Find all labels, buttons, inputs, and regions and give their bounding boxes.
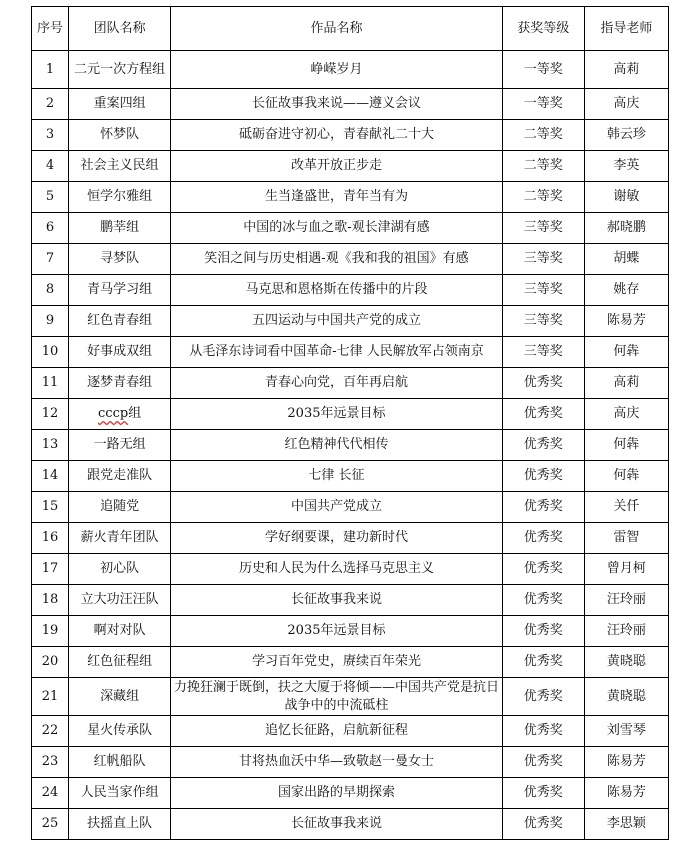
cell-team: 初心队 <box>69 554 171 585</box>
header-team: 团队名称 <box>69 7 171 51</box>
table-row <box>32 368 669 399</box>
cell-level: 二等奖 <box>502 151 584 182</box>
cell-teacher: 谢敏 <box>584 182 668 213</box>
table-row <box>32 399 669 430</box>
cell-teacher: 何犇 <box>584 337 668 368</box>
table-row <box>32 492 669 523</box>
cell-work: 追忆长征路，启航新征程 <box>171 716 503 747</box>
cell-no: 8 <box>32 275 69 306</box>
cell-no: 21 <box>32 678 69 716</box>
cell-no: 20 <box>32 647 69 678</box>
cell-teacher: 陈易芳 <box>584 747 668 778</box>
cell-no: 4 <box>32 151 69 182</box>
cell-work: 中国的冰与血之歌-观长津湖有感 <box>171 213 503 244</box>
header-row <box>32 7 669 51</box>
table-row <box>32 244 669 275</box>
cell-teacher: 陈易芳 <box>584 306 668 337</box>
cell-team: 啊对对队 <box>69 616 171 647</box>
cell-level: 三等奖 <box>502 213 584 244</box>
cell-team: 怀梦队 <box>69 120 171 151</box>
cell-teacher: 李英 <box>584 151 668 182</box>
cell-team: 逐梦青春组 <box>69 368 171 399</box>
cell-level: 优秀奖 <box>502 678 584 716</box>
cell-no: 18 <box>32 585 69 616</box>
cell-teacher: 韩云珍 <box>584 120 668 151</box>
cell-no: 17 <box>32 554 69 585</box>
cell-work: 长征故事我来说 <box>171 585 503 616</box>
cell-work: 学好纲要课，建功新时代 <box>171 523 503 554</box>
cell-level: 一等奖 <box>502 89 584 120</box>
awards-table <box>31 6 669 840</box>
cell-level: 优秀奖 <box>502 368 584 399</box>
cell-work: 马克思和恩格斯在传播中的片段 <box>171 275 503 306</box>
cell-level: 优秀奖 <box>502 716 584 747</box>
cell-teacher: 郝晓鹏 <box>584 213 668 244</box>
cell-teacher: 何犇 <box>584 461 668 492</box>
cell-no: 14 <box>32 461 69 492</box>
cell-no: 15 <box>32 492 69 523</box>
cell-team: 薪火青年团队 <box>69 523 171 554</box>
table-row <box>32 151 669 182</box>
table-row <box>32 554 669 585</box>
header-level: 获奖等级 <box>502 7 584 51</box>
cell-teacher: 刘雪琴 <box>584 716 668 747</box>
cell-team: 重案四组 <box>69 89 171 120</box>
cell-teacher: 何犇 <box>584 430 668 461</box>
cell-level: 优秀奖 <box>502 554 584 585</box>
cell-work: 青春心向党，百年再启航 <box>171 368 503 399</box>
cell-teacher: 曾月柯 <box>584 554 668 585</box>
table-row <box>32 275 669 306</box>
cell-no: 9 <box>32 306 69 337</box>
cell-team: 追随党 <box>69 492 171 523</box>
cell-team: cccp组 <box>69 399 171 430</box>
cell-no: 7 <box>32 244 69 275</box>
cell-teacher: 高莉 <box>584 368 668 399</box>
cell-team: 社会主义民组 <box>69 151 171 182</box>
cell-work: 改革开放正步走 <box>171 151 503 182</box>
cell-work: 中国共产党成立 <box>171 492 503 523</box>
cell-team: 深藏组 <box>69 678 171 716</box>
cell-no: 22 <box>32 716 69 747</box>
cell-work: 生当逢盛世，青年当有为 <box>171 182 503 213</box>
cell-no: 24 <box>32 778 69 809</box>
cell-work: 历史和人民为什么选择马克思主义 <box>171 554 503 585</box>
cell-teacher: 汪玲丽 <box>584 585 668 616</box>
table-row <box>32 747 669 778</box>
cell-team: 星火传承队 <box>69 716 171 747</box>
cell-level: 优秀奖 <box>502 778 584 809</box>
cell-work: 峥嵘岁月 <box>171 51 503 89</box>
cell-no: 10 <box>32 337 69 368</box>
table-row <box>32 678 669 716</box>
cell-team: 二元一次方程组 <box>69 51 171 89</box>
cell-teacher: 陈易芳 <box>584 778 668 809</box>
cell-teacher: 高庆 <box>584 89 668 120</box>
cell-level: 二等奖 <box>502 120 584 151</box>
cell-work: 七律 长征 <box>171 461 503 492</box>
cell-teacher: 高庆 <box>584 399 668 430</box>
cell-team: 鹏莘组 <box>69 213 171 244</box>
cell-team: 红色青春组 <box>69 306 171 337</box>
table-row <box>32 523 669 554</box>
cell-team: 寻梦队 <box>69 244 171 275</box>
cell-work: 从毛泽东诗词看中国革命-七律 人民解放军占领南京 <box>171 337 503 368</box>
cell-no: 19 <box>32 616 69 647</box>
cell-no: 16 <box>32 523 69 554</box>
cell-team: 人民当家作组 <box>69 778 171 809</box>
cell-level: 优秀奖 <box>502 809 584 840</box>
cell-team: 恒学尔雅组 <box>69 182 171 213</box>
header-no: 序号 <box>32 7 69 51</box>
cell-level: 优秀奖 <box>502 461 584 492</box>
cell-teacher: 姚存 <box>584 275 668 306</box>
cell-level: 优秀奖 <box>502 430 584 461</box>
cell-no: 11 <box>32 368 69 399</box>
cell-teacher: 李思颖 <box>584 809 668 840</box>
table-row <box>32 809 669 840</box>
table-row <box>32 585 669 616</box>
cell-work: 五四运动与中国共产党的成立 <box>171 306 503 337</box>
cell-work: 力挽狂澜于既倒，扶之大厦于将倾——中国共产党是抗日战争中的中流砥柱 <box>171 678 503 716</box>
table-row <box>32 213 669 244</box>
cell-team: 红帆船队 <box>69 747 171 778</box>
header-teacher: 指导老师 <box>584 7 668 51</box>
cell-level: 三等奖 <box>502 306 584 337</box>
cell-level: 三等奖 <box>502 337 584 368</box>
header-work: 作品名称 <box>171 7 503 51</box>
cell-no: 23 <box>32 747 69 778</box>
cell-teacher: 关仟 <box>584 492 668 523</box>
table-row <box>32 306 669 337</box>
cell-level: 三等奖 <box>502 275 584 306</box>
table-row <box>32 778 669 809</box>
cell-no: 3 <box>32 120 69 151</box>
cell-work: 长征故事我来说——遵义会议 <box>171 89 503 120</box>
cell-team: 青马学习组 <box>69 275 171 306</box>
table-row <box>32 120 669 151</box>
cell-work: 学习百年党史，赓续百年荣光 <box>171 647 503 678</box>
cell-work: 长征故事我来说 <box>171 809 503 840</box>
table-row <box>32 89 669 120</box>
cell-no: 25 <box>32 809 69 840</box>
cell-work: 红色精神代代相传 <box>171 430 503 461</box>
cell-team: 红色征程组 <box>69 647 171 678</box>
cell-team: 立大功汪汪队 <box>69 585 171 616</box>
table-row <box>32 647 669 678</box>
table-row <box>32 51 669 89</box>
cell-level: 一等奖 <box>502 51 584 89</box>
cell-team: 好事成双组 <box>69 337 171 368</box>
cell-level: 二等奖 <box>502 182 584 213</box>
cell-teacher: 汪玲丽 <box>584 616 668 647</box>
cell-work: 砥砺奋进守初心，青春献礼二十大 <box>171 120 503 151</box>
cell-no: 6 <box>32 213 69 244</box>
cell-teacher: 黄晓聪 <box>584 678 668 716</box>
table-row <box>32 461 669 492</box>
cell-teacher: 胡蝶 <box>584 244 668 275</box>
cell-work: 国家出路的早期探索 <box>171 778 503 809</box>
table-row <box>32 616 669 647</box>
cell-level: 优秀奖 <box>502 616 584 647</box>
cell-teacher: 高莉 <box>584 51 668 89</box>
cell-no: 2 <box>32 89 69 120</box>
cell-team: 扶摇直上队 <box>69 809 171 840</box>
cell-level: 优秀奖 <box>502 585 584 616</box>
cell-work: 甘将热血沃中华—致敬赵一曼女士 <box>171 747 503 778</box>
cell-work: 2035年远景目标 <box>171 399 503 430</box>
table-row <box>32 337 669 368</box>
cell-level: 优秀奖 <box>502 492 584 523</box>
cell-no: 12 <box>32 399 69 430</box>
cell-level: 优秀奖 <box>502 523 584 554</box>
cell-work: 笑泪之间与历史相遇-观《我和我的祖国》有感 <box>171 244 503 275</box>
cell-team: 跟党走准队 <box>69 461 171 492</box>
table-row <box>32 182 669 213</box>
cell-no: 1 <box>32 51 69 89</box>
cell-work: 2035年远景目标 <box>171 616 503 647</box>
cell-level: 优秀奖 <box>502 399 584 430</box>
cell-no: 5 <box>32 182 69 213</box>
cell-teacher: 黄晓聪 <box>584 647 668 678</box>
cell-level: 优秀奖 <box>502 747 584 778</box>
cell-level: 优秀奖 <box>502 647 584 678</box>
cell-teacher: 雷智 <box>584 523 668 554</box>
table-row <box>32 716 669 747</box>
cell-team: 一路无组 <box>69 430 171 461</box>
table-row <box>32 430 669 461</box>
cell-level: 三等奖 <box>502 244 584 275</box>
cell-no: 13 <box>32 430 69 461</box>
